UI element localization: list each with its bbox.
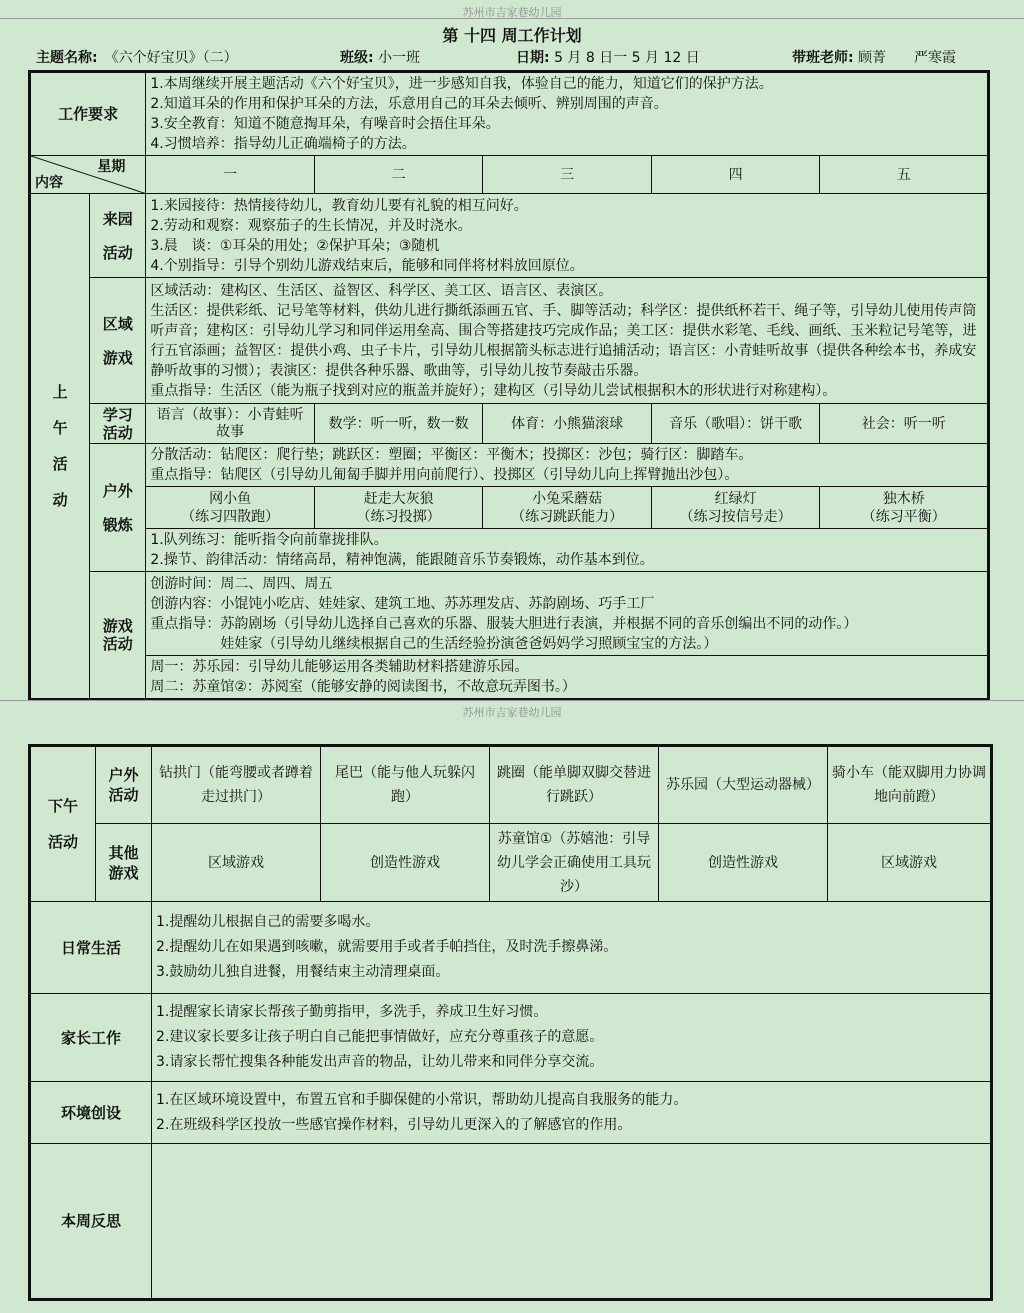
page2-header: 苏州市吉家巷幼儿园 (462, 706, 562, 719)
list-item: 分散活动：钻爬区：爬行垫；跳跃区：塑圈；平衡区：平衡木；投掷区：沙包；骑行区：脚踏车。 (150, 447, 753, 463)
area-games-content (146, 278, 989, 404)
list-item: 2.操节、韵律活动：情绪高昂，精神饱满，能跟随音乐节奏锻炼，动作基本到位。 (150, 552, 654, 568)
page-header: 苏州市吉家巷幼儿园 (462, 6, 562, 19)
learning-label: 学习 活动 (90, 404, 146, 444)
page-title: 第 十四 周工作计划 (442, 26, 582, 45)
play-activities-content (146, 572, 989, 656)
day-header-thu: 四 (651, 156, 820, 194)
weekly-plan-table-2 (28, 744, 993, 1301)
page-break-rule (0, 700, 1024, 701)
outdoor-extra-content (146, 529, 989, 572)
day-header-mon: 一 (146, 156, 315, 194)
afternoon-activities-label: 下午 活动 (30, 746, 96, 902)
area-games-label: 区域 游戏 (90, 278, 146, 404)
work-requirements-content (146, 72, 989, 156)
afternoon-other-thu: 创造性游戏 (659, 824, 828, 902)
list-item: 2.建议家长要多让孩子明白自己能把事情做好，应充分尊重孩子的意愿。 (156, 1029, 604, 1045)
afternoon-outdoor-mon: 钻拱门（能弯腰或者蹲着走过拱门） (152, 746, 321, 824)
corner-bottom-label: 内容 (35, 175, 63, 191)
afternoon-outdoor-fri: 骑小车（能双脚用力协调地向前蹬） (828, 746, 992, 824)
morning-activities-label: 上午活动 (30, 194, 90, 700)
list-item: 1.来园接待：热情接待幼儿，教育幼儿要有礼貌的相互问好。 (150, 197, 528, 214)
outdoor-game-fri: 独木桥 （练习平衡） (820, 487, 989, 529)
list-item: 3.请家长帮忙搜集各种能发出声音的物品，让幼儿带来和同伴分享交流。 (156, 1054, 604, 1070)
daily-life-label: 日常生活 (30, 902, 152, 994)
learning-fri: 社会：听一听 (820, 404, 989, 444)
day-header-wed: 三 (483, 156, 652, 194)
list-item: 2.在班级科学区投放一些感官操作材料，引导幼儿更深入的了解感官的作用。 (156, 1116, 632, 1133)
teacher-meta: 带班老师: 顾菁 严寒霞 (792, 50, 957, 66)
list-item: 1.在区域环境设置中，布置五官和手脚保健的小常识，帮助幼儿提高自我服务的能力。 (156, 1091, 688, 1108)
list-item: 创游内容：小馄饨小吃店、娃娃家、建筑工地、苏苏理发店、苏韵剧场、巧手工厂 (150, 595, 655, 612)
list-item: 2.劳动和观察：观察茄子的生长情况，并及时浇水。 (150, 217, 472, 234)
afternoon-other-fri: 区域游戏 (828, 824, 992, 902)
afternoon-outdoor-tue: 尾巴（能与他人玩躲闪跑） (321, 746, 490, 824)
list-item: 重点指导：苏韵剧场（引导幼儿选择自己喜欢的乐器、服装大胆进行表演，并根据不同的音乐创编出不同的动作。） (150, 615, 858, 632)
learning-mon: 语言（故事）：小青蛙听故事 (146, 404, 315, 444)
list-item: 周二：苏童馆②：苏阅室（能够安静的阅读图书，不故意玩弄图书。） (150, 679, 576, 695)
list-item: 创游时间：周二、周四、周五 (150, 575, 333, 592)
afternoon-outdoor-thu: 苏乐园（大型运动器械） (659, 746, 828, 824)
reflection-label: 本周反思 (30, 1144, 152, 1300)
list-item: 4.个别指导：引导个别幼儿游戏结束后，能够和同伴将材料放回原位。 (150, 257, 584, 274)
outdoor-game-mon: 网小鱼 （练习四散跑） (146, 487, 315, 529)
corner-top-label: 星期 (97, 159, 126, 175)
outdoor-exercise-content (146, 444, 989, 487)
arrival-content (146, 194, 989, 278)
environment-content (152, 1082, 992, 1144)
parent-work-content (152, 994, 992, 1082)
class-meta: 班级: 小一班 (340, 50, 421, 66)
learning-tue: 数学：听一听，数一数 (314, 404, 483, 444)
parent-work-label: 家长工作 (30, 994, 152, 1082)
week-corner-cell (30, 156, 146, 194)
weekly-plan-table (28, 70, 990, 701)
list-item: 3.鼓励幼儿独自进餐，用餐结束主动清理桌面。 (156, 964, 450, 980)
list-item: 3.安全教育：知道不随意掏耳朵，有噪音时会捂住耳朵。 (150, 116, 500, 132)
header-rule (0, 18, 1024, 19)
work-requirements-label: 工作要求 (30, 72, 146, 156)
afternoon-other-label: 其他 游戏 (96, 824, 152, 902)
afternoon-other-wed: 苏童馆①（苏嬉池：引导幼儿学会正确使用工具玩沙） (490, 824, 659, 902)
learning-wed: 体育：小熊猫滚球 (483, 404, 652, 444)
list-item: 1.提醒家长请家长帮孩子勤剪指甲，多洗手，养成卫生好习惯。 (156, 1004, 548, 1020)
date-meta: 日期: 5 月 8 日一 5 月 12 日 (516, 50, 700, 66)
list-item: 重点指导：生活区（能为瓶子找到对应的瓶盖并旋好）；建构区（引导幼儿尝试根据积木的形状进行对称建构）。 (150, 382, 837, 399)
list-item: 1.提醒幼儿根据自己的需要多喝水。 (156, 914, 380, 930)
theme-meta: 主题名称: 《六个好宝贝》（二） (36, 50, 238, 66)
outdoor-game-tue: 赶走大灰狼 （练习投掷） (314, 487, 483, 529)
list-item: 1.队列练习：能听指令向前靠拢排队。 (150, 532, 388, 548)
afternoon-other-tue: 创造性游戏 (321, 824, 490, 902)
daily-life-content (152, 902, 992, 994)
list-item: 4.习惯培养：指导幼儿正确端椅子的方法。 (150, 136, 416, 152)
list-item: 3.晨 谈：①耳朵的用处；②保护耳朵；③随机 (150, 237, 440, 254)
afternoon-outdoor-label: 户外 活动 (96, 746, 152, 824)
list-item: 2.提醒幼儿在如果遇到咳嗽，就需要用手或者手帕挡住，及时洗手擦鼻涕。 (156, 939, 618, 955)
list-item: 1.本周继续开展主题活动《六个好宝贝》，进一步感知自我，体验自己的能力，知道它们的保护方法。 (150, 76, 773, 92)
arrival-label: 来园 活动 (90, 194, 146, 278)
play-extra-content (146, 656, 989, 700)
list-item: 2.知道耳朵的作用和保护耳朵的方法，乐意用自己的耳朵去倾听、辨别周围的声音。 (150, 96, 668, 112)
outdoor-game-thu: 红绿灯 （练习按信号走） (651, 487, 820, 529)
learning-thu: 音乐（歌唱）：饼干歌 (651, 404, 820, 444)
list-item: 周一：苏乐园：引导幼儿能够运用各类辅助材料搭建游乐园。 (150, 659, 529, 675)
afternoon-other-mon: 区域游戏 (152, 824, 321, 902)
reflection-content (152, 1144, 992, 1300)
outdoor-game-wed: 小兔采蘑菇 （练习跳跃能力） (483, 487, 652, 529)
afternoon-outdoor-wed: 跳圈（能单脚双脚交替进行跳跃） (490, 746, 659, 824)
list-item: 区域活动：建构区、生活区、益智区、科学区、美工区、语言区、表演区。 (150, 282, 613, 299)
day-header-tue: 二 (314, 156, 483, 194)
list-item: 生活区：提供彩纸、记号笔等材料，供幼儿进行撕纸添画五官、手、脚等活动；科学区：提供纸杯若干、绳子等，引导幼儿使用传声筒听声音；建构区：引导幼儿学习和同伴运用垒高、围合等搭建技巧完成作品；美工区：提供水彩笔、毛线、画纸、玉米粒记号笔等，进行五官添画；益智区：提供小鸡、虫子卡片，引导幼儿根据箭头标志进行追捕活动；语言区：小青蛙听故事（提供各种绘本书，养成安静听故事的习惯）；表演区：提供各种乐器、歌曲等，引导幼儿按节奏敲击乐器。 (150, 302, 977, 379)
play-activities-label: 游戏 活动 (90, 572, 146, 700)
environment-label: 环境创设 (30, 1082, 152, 1144)
outdoor-exercise-label: 户外 锻炼 (90, 444, 146, 572)
day-header-fri: 五 (820, 156, 989, 194)
list-item: 重点指导：钻爬区（引导幼儿匍匐手脚并用向前爬行）、投掷区（引导幼儿向上挥臂抛出沙包）。 (150, 467, 739, 483)
list-item: 娃娃家（引导幼儿继续根据自己的生活经验扮演爸爸妈妈学习照顾宝宝的方法。） (150, 635, 718, 652)
